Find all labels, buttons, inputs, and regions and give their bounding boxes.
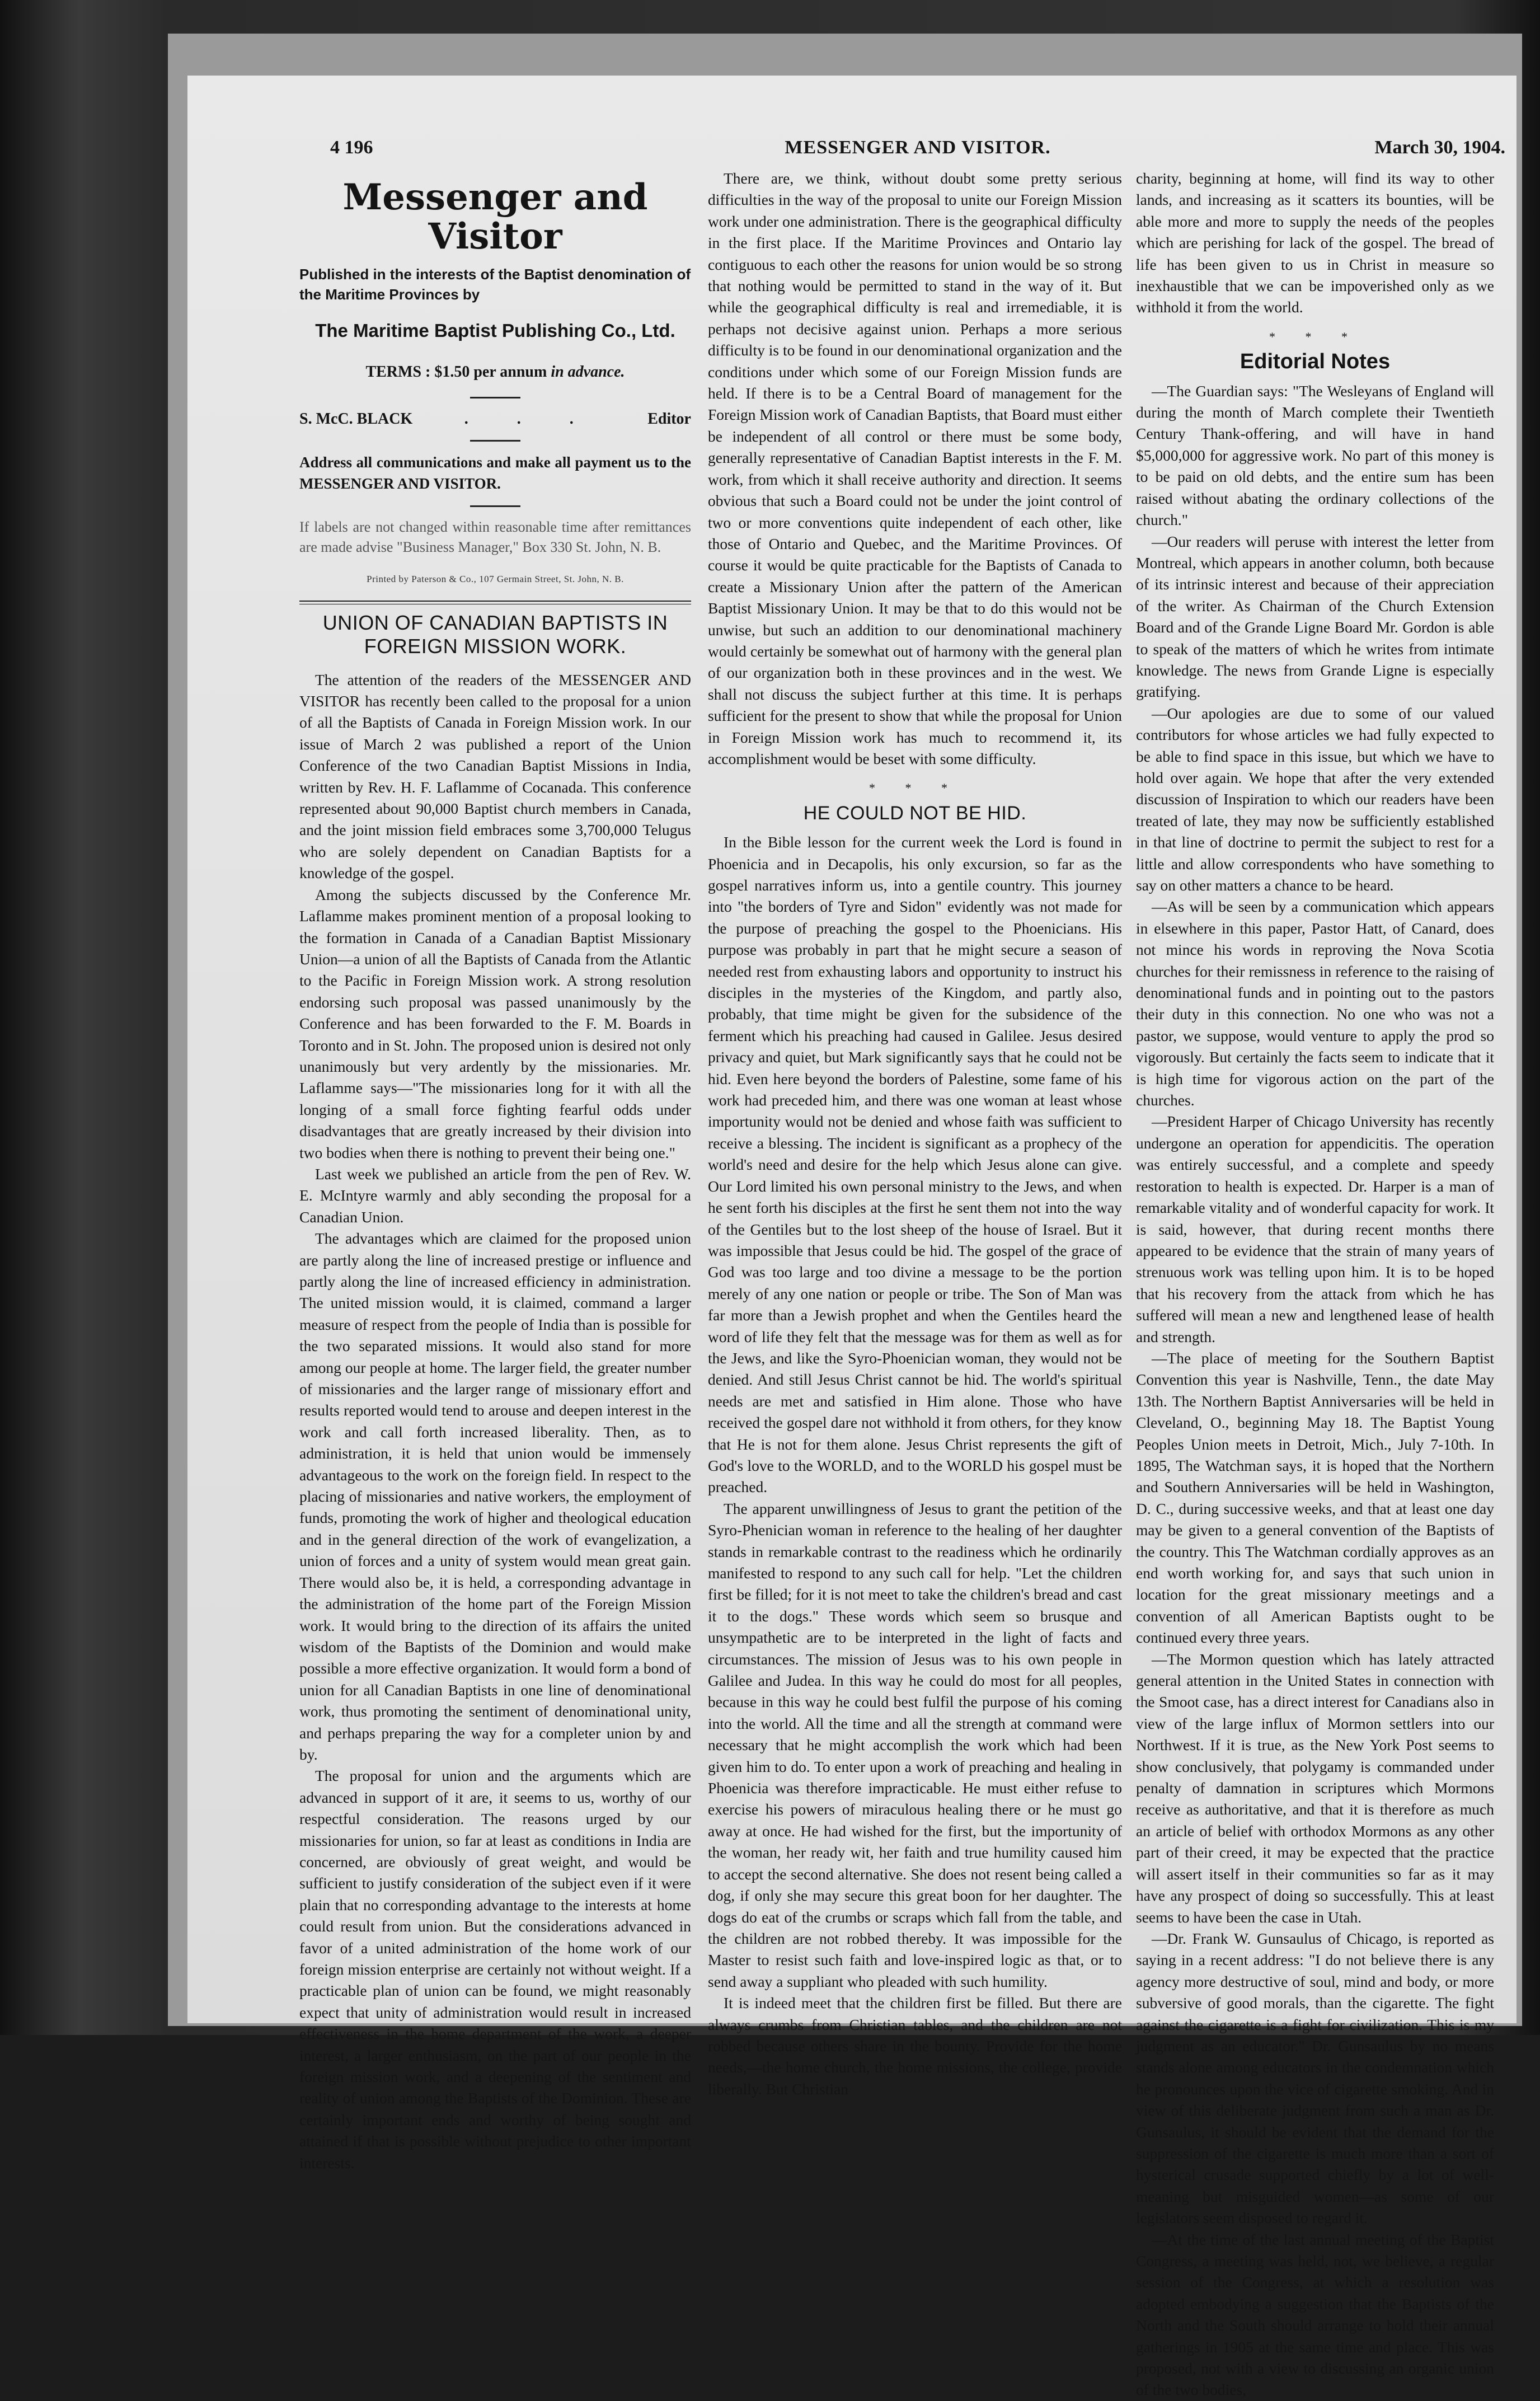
editorial-note: —The Mormon question which has lately attracted general attention in the United States in connection with the Smoot case, has a direct interest for Canadians also in view of the large influx of Mormon settlers into our Northwest. If it is true, as the New York Post seems to show conclusively, that polygamy is commanded under penalty of damnation in scriptures which Mormons receive as authoritative, and that it is therefore as much an article of belief with orthodox Mormons as any other part of their creed, it may be expected that the practice will assert itself in their communities so far as it may have any prospect of doing so successfully. This at least seems to have been the case in Utah.	[1136, 1650, 1494, 1926]
editorial-note: —The Guardian says: "The Wesleyans of England will during the month of March complete their Twentieth Century Thank-offering, and will have in hand $5,000,000 for aggressive work. No part of this money is to be paid on old debts, and the entire sum has been raised without abating the ordinary collections of the church."	[1136, 382, 1494, 529]
page-number: 4 196	[330, 137, 373, 158]
article-headline: HE COULD NOT BE HID.	[803, 802, 1027, 824]
editor-title: Editor	[647, 410, 691, 428]
article-paragraph: The attention of the readers of the MESSENGER AND VISITOR has recently been called to the proposal for a union of all the Baptists of Canada in Foreign Mission work. In our issue of March 2 was published a report of the Union Conference of the two Canadian Baptist Missions in India, written by Rev. H. F. Laflamme of Cocanada. This conference represented about 90,000 Baptist church members in Canada, and the joint mission field embraces some 3,700,000 Telugus who are solely dependent on Canadian Baptists for a knowledge of the gospel.	[299, 670, 691, 882]
divider-rule	[470, 397, 520, 398]
address-notice: Address all communications and make all payment us to the MESSENGER AND VISITOR.	[299, 454, 691, 493]
article-paragraph: charity, beginning at home, will find its way to other lands, and increasing as it scatters its bounties, will be able more and more to supply the needs of the peoples which are perishing for lack of the gospel. The bread of life has been given to us in Christ in measure so inexhaustible that we can be impoverished only as we withhold it from the world.	[1136, 170, 1494, 316]
editorial-note: —At the time of the last annual meeting of the Baptist Congress, a meeting was held, not, we believe, a regular session of the Congress, at which a resolution was adopted embodying a suggestion that the Baptists of the North and the South should arrange to hold their annual gatherings in 1905 at the same time and place. This was proposed, not with a view to discussing an organic union of the two bodies,	[1136, 2230, 1494, 2399]
editorial-note: —As will be seen by a communication which appears in elsewhere in this paper, Pastor Hatt, of Canard, does not mince his words in reproving the Nova Scotia churches for their remissness in reference to the raising of denominational funds and in pointing out to the pastors their duty in this connection. No one who was not a pastor, we suppose, would venture to apply the prod so vigorously. But certainly the facts seem to indicate that it is high time for vigorous action on the part of the churches.	[1136, 898, 1494, 1109]
editorial-note: —The place of meeting for the Southern Baptist Convention this year is Nashville, Tenn., the date May 13th. The Northern Baptist Anniversaries will be held in Cleveland, O., beginning May 18. The Baptist Young Peoples Union meets in Detroit, Mich., July 7-10th. In 1895, The Watchman says, it is hoped that the Northern and Southern Anniversaries will be held in Washington, D. C., during successive weeks, and that at least one day may be given to a general convention of the Baptists of the country. This The Watchman cordially approves as an end worth working for, and says that such union in location for the great missionary meetings and a convention of all American Baptists ought to be continued every three years.	[1136, 1349, 1494, 1647]
terms-value: $1.50 per annum	[434, 363, 547, 381]
editorial-note: —President Harper of Chicago University has recently undergone an operation for appendicitis. The operation was entirely successful, and a complete and speedy restoration to health is expected. Dr. Harper is a man of remarkable vitality and of wonderful capacity for work. It is said, however, that during recent months there appeared to be evidence that the strain of many years of strenuous work was telling upon him. It is to be hoped that his recovery from the attack from which he has suffered will mean a new and lengthened lease of health and strength.	[1136, 1113, 1494, 1345]
article-paragraph: There are, we think, without doubt some pretty serious difficulties in the way of the proposal to unite our Foreign Mission work under one administration. There is the geographical difficulty in the first place. If the Maritime Provinces and Ontario lay contiguous to each other the reasons for union would be so strong that nothing would be permitted to stand in the way of it. But while the geographical difficulty is real and irremediable, it is perhaps not decisive against union. Perhaps a more serious difficulty is to be found in our denominational organization and the conditions under which some of our Foreign Mission funds are held. If there is to be a Central Board of management for the Foreign Mission work of Canadian Baptists, that Board must either be independent of all control or there must be some body, generally representative of Canadian Baptist interests in the F. M. work, from which it shall receive authority and direction. It seems obvious that such a Board could not be under the joint control of two or more conventions quite independent of each other, like those of Ontario and Quebec, and the Maritime Provinces. Of course it would be quite practicable for the Baptists of Canada to create a Missionary Union after the pattern of the American Baptist Missionary Union. It may be that to do this would not be unwise, but such an addition to our denominational machinery would certainly be somewhat out of harmony with the general plan of our organization both in these provinces and in the west. We shall not discuss the subject further at this time. It is perhaps sufficient for the present to show that while the proposal for Union in Foreign Mission work has much to recommend it, its accomplishment would be beset with some difficulty.	[708, 170, 1122, 767]
issue-date: March 30, 1904.	[1374, 137, 1505, 158]
terms-italic: in advance.	[551, 363, 625, 381]
section-separator: * * *	[1269, 329, 1361, 344]
running-header	[330, 137, 1505, 171]
column-1	[299, 168, 691, 2172]
column-3	[1136, 168, 1494, 2399]
publisher-name: The Maritime Baptist Publishing Co., Ltd.	[315, 320, 675, 341]
column-2	[708, 168, 1122, 2098]
subscription-terms	[299, 362, 691, 383]
editorial-note: —Our apologies are due to some of our valued contributors for whose articles we had fully expected to be able to find space in this issue, but which we have to hold over again. We hope that after the very extended discussion of Inspiration to which our readers have been treated of late, they may now be sufficiently established in that line of doctrine to permit the subject to rest for a little and allow correspondents who have something to say on other matters a chance to be heard.	[1136, 704, 1494, 894]
newspaper-page	[187, 76, 1516, 2399]
editor-dots: . . .	[464, 410, 596, 428]
editorial-note: —Dr. Frank W. Gunsaulus of Chicago, is reported as saying in a recent address: "I do not believe there is any agency more destructive of soul, mind and body, or more subversive of good morals, than the cigarette. The fight against the cigarette is a fight for civilization. This is my judgment as an educator." Dr. Gunsaulus by no means stands alone among educators in the condemnation which he pronounces upon the vice of cigarette smoking. And in view of this deliberate judgment from such a man as Dr. Gunsaulus, it should be evident that the demand for the suppression of the cigarette is much more than a sort of hysterical crusade supported chiefly by a lot of well-meaning but misguided women—as some of our legislators seem disposed to regard it.	[1136, 1929, 1494, 2227]
article-headline: UNION OF CANADIAN BAPTISTS IN FOREIGN MISSION WORK.	[322, 611, 668, 658]
article-paragraph: The advantages which are claimed for the proposed union are partly along the line of increased prestige or influence and partly along the line of increased efficiency in administration. The united mission would, it is claimed, command a larger measure of respect from the people of India than is possible for the two separated missions. It would also stand for more among our people at home. The larger field, the greater number of missionaries and the larger range of missionary effort and results reported would tend to arouse and deepen interest in the work and call forth increased liberality. Then, as to administration, it is held that union would be immensely advantageous to the work on the foreign field. In respect to the placing of missionaries and native workers, the employment of funds, promoting the work of higher and theological education and in the general direction of the work of evangelization, a union of forces and a unity of system would mean great gain. There would also be, it is held, a corresponding advantage in the administration of the home part of the Foreign Mission work. It would bring to the direction of its affairs the united wisdom of the Baptists of the Dominion and would make possible a more effective organization. It would form a bond of union for all Canadian Baptists in one line of denominational work, thus promoting the sentiment of denominational unity, and perhaps preparing the way for a completer union by and by.	[299, 1230, 691, 1763]
article-paragraph: The apparent unwillingness of Jesus to grant the petition of the Syro-Phenician woman in reference to the healing of her daughter stands in remarkable contrast to the readiness which he ordinarily manifested to respond to any such call for help. "Let the children first be filled; for it is not meet to take the children's bread and cast it to the dogs." These words which seem so brusque and unsympathetic are to be interpreted in the light of facts and circumstances. The mission of Jesus was to his own people in Galilee and Judea. In this way he could do most for all peoples, because in this way he could best fulfil the purpose of his coming into the world. All the time and all the strength at command were necessary that he might accomplish the work which had been given him to do. To enter upon a work of preaching and healing in Phoenicia was therefore impracticable. He must either refuse to exercise his powers of miraculous healing there or he must go away at once. He had wished for the first, but the importunity of the woman, her ready wit, her faith and true humility caused him to accept the second alternative. She does not resent being called a dog, if only she may secure this great boon for her daughter. The dogs do eat of the crumbs or scraps which fall from the table, and the children are not robbed thereby. It was impossible for the Master to resist such faith and love-inspired logic as that, or to send away a suppliant who pleaded with such humility.	[708, 1499, 1122, 1990]
running-masthead: MESSENGER AND VISITOR.	[785, 137, 1051, 158]
masthead-subtitle: Published in the interests of the Baptist denomination of the Maritime Provinces by	[299, 266, 691, 303]
section-separator: * * *	[869, 781, 961, 795]
article-paragraph: In the Bible lesson for the current week the Lord is found in Phoenicia and in Decapolis, his only excursion, so far as the gospel narratives inform us, into a gentile country. This journey into "the borders of Tyre and Sidon" evidently was not made for the purpose of preaching the gospel to the Phoenicians. His purpose was probably in part that he might secure a season of needed rest from exhausting labors and opportunity to instruct his disciples in the mysteries of the Kingdom, and partly also, probably, that time might be given for the subsidence of the ferment which his preaching had caused in Galilee. Jesus desired privacy and quiet, but Mark significantly says that he could not be hid. Even here beyond the borders of Palestine, some fame of his work had preceded him, and there was one woman at least whose importunity would not be denied and whose faith was sufficient to receive a blessing. The incident is significant as a prophecy of the world's need and desire for the help which Jesus alone can give. Our Lord limited his own personal ministry to the Jews, and when he sent forth his disciples at the first he sent them not into the way of the Gentiles but to the lost sheep of the house of Israel. But it was impossible that Jesus could be hid. The gospel of the grace of God was too large and too divine a message to be the portion merely of any one nation or people or tribe. The Son of Man was far more than a Jewish prophet and when the Gentiles heard the word of life they felt that the message was for them as well as for the Jews, and like the Syro-Phoenician woman, they would not be denied. And still Jesus Christ cannot be hid. The world's spiritual needs are met and satisfied in Him alone. Those who have received the gospel dare not withhold it from others, for they know that He is not for them alone. Jesus Christ represents the gift of God's love to the WORLD, and to the WORLD his gospel must be preached.	[708, 833, 1122, 1496]
divider-rule	[470, 440, 520, 442]
article-paragraph: It is indeed meet that the children first be filled. But there are always crumbs from Christian tables, and the children are not robbed because others share in the bounty. Provide for the home needs,—the home church, the home missions, the college, provide liberally. But Christian	[708, 1994, 1122, 2098]
article-paragraph: Last week we published an article from the pen of Rev. W. E. McIntyre warmly and ably seconding the proposal for a Canadian Union.	[299, 1165, 691, 1226]
terms-label: TERMS :	[365, 363, 431, 381]
printer-credit: Printed by Paterson & Co., 107 Germain Street, St. John, N. B.	[367, 574, 624, 585]
article-paragraph: Among the subjects discussed by the Conference Mr. Laflamme makes prominent mention of a proposal looking to the formation in Canada of a Canadian Baptist Missionary Union—a union of all the Baptists of Canada from the Atlantic to the Pacific in Foreign Mission work. A strong resolution endorsing such proposal was passed unanimously by the Conference and has been forwarded to the F. M. Boards in Toronto and in St. John. The proposed union is desired not only unanimously but very ardently by the missionaries. Mr. Laflamme says—"The missionaries long for it with all the longing of a small force fighting fearful odds under disadvantages that are greatly increased by their division into two bodies when there is nothing to prevent their being one."	[299, 885, 691, 1161]
divider-rule	[470, 505, 520, 507]
section-divider	[299, 601, 691, 604]
editor-line	[299, 409, 691, 430]
editor-name: S. McC. BLACK	[299, 410, 413, 428]
labels-notice: If labels are not changed within reasonable time after remittances are made advise "Business Manager," Box 330 St. John, N. B.	[299, 519, 691, 556]
masthead-title: Messenger and Visitor	[342, 176, 648, 257]
article-paragraph: The proposal for union and the arguments which are advanced in support of it are, it seems to us, worthy of our respectful consideration. The reasons urged by our missionaries for union, so far at least as conditions in India are concerned, are obviously of great weight, and would be sufficient to justify consideration of the subject even if it were plain that no corresponding advantage to the interests at home could result from union. But the considerations advanced in favor of a united administration of the home work of our foreign mission enterprise are certainly not without weight. If a practicable plan of union can be found, we might reasonably expect that unity of administration would result in increased effectiveness in the home department of the work, a deeper interest, a larger enthusiasm, on the part of our people in the foreign mission work, and a deepening of the sentiment and reality of union among the Baptists of the Dominion. These are certainly important ends and worthy of being sought and attained if that is possible without prejudice to other important interests.	[299, 1767, 691, 2172]
editorial-headline: Editorial Notes	[1239, 350, 1391, 374]
editorial-note: —Our readers will peruse with interest the letter from Montreal, which appears in another column, both because of its intrinsic interest and because of their appreciation of the writer. As Chairman of the Church Extension Board and of the Grande Ligne Board Mr. Gordon is able to speak of the matters of which he writes from intimate knowledge. The news from Grande Ligne is especially gratifying.	[1136, 532, 1494, 701]
